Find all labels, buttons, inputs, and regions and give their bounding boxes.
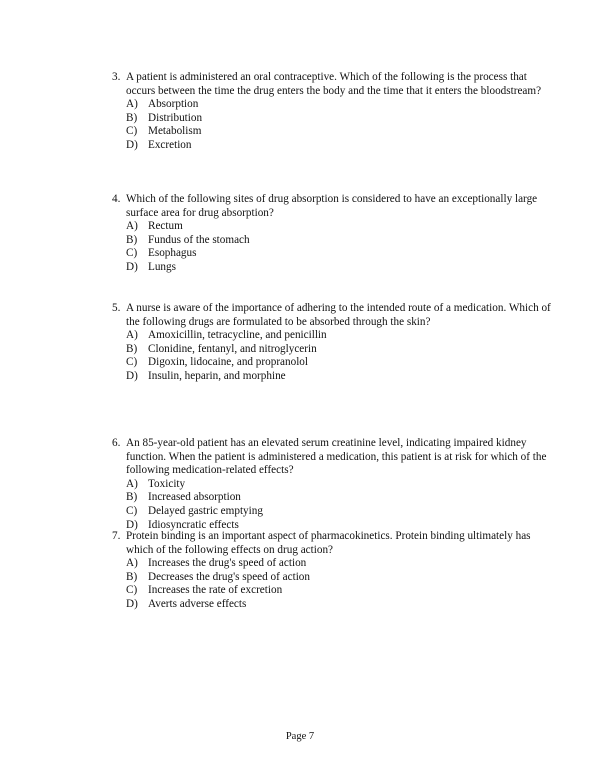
question-stem [112,193,552,220]
option-letter: D) [126,369,138,382]
question-3 [112,71,552,153]
question-number: 5. [112,302,121,314]
option-c [126,247,552,261]
option-letter: D) [126,518,138,531]
option-letter: C) [126,504,138,517]
option-text: Toxicity [148,477,186,490]
option-text: Rectum [148,220,183,233]
question-number: 3. [112,71,121,83]
question-text: Which of the following sites of drug absorption is considered to have an exceptionally large surface area for drug absorption? [126,193,538,219]
option-a [126,478,552,492]
option-text: Delayed gastric emptying [148,504,263,517]
answer-options [112,557,552,611]
option-letter: D) [126,597,138,610]
option-letter: A) [126,98,138,111]
option-d [126,370,552,384]
option-b [126,234,552,248]
question-text: An 85-year-old patient has an elevated serum creatinine level, indicating impaired kidney function. When the patient is administered a medication, this patient is at risk for which of the following medication-related effects? [126,437,547,477]
option-text: Insulin, heparin, and morphine [148,369,286,382]
option-a [126,557,552,571]
option-text: Clonidine, fentanyl, and nitroglycerin [148,342,317,355]
question-text: A nurse is aware of the importance of adhering to the intended route of a medication. Which of the following drugs are formulated to be absorbed through the skin? [126,302,551,328]
option-d [126,598,552,612]
option-letter: A) [126,557,138,570]
option-b [126,343,552,357]
option-c [126,584,552,598]
option-text: Averts adverse effects [148,597,247,610]
question-7 [112,530,552,612]
option-c [126,125,552,139]
option-c [126,356,552,370]
answer-options [112,98,552,152]
option-text: Increases the drug's speed of action [148,557,307,570]
option-letter: B) [126,491,138,504]
question-number: 4. [112,193,121,205]
answer-options [112,220,552,274]
option-text: Lungs [148,260,176,273]
option-text: Digoxin, lidocaine, and propranolol [148,356,309,369]
option-letter: B) [126,233,138,246]
option-letter: D) [126,138,138,151]
answer-options [112,329,552,383]
option-letter: A) [126,329,138,342]
option-text: Absorption [148,98,199,111]
option-a [126,329,552,343]
option-letter: C) [126,356,138,369]
question-number: 6. [112,437,121,449]
option-letter: C) [126,125,138,138]
option-text: Esophagus [148,247,197,260]
option-d [126,139,552,153]
option-letter: B) [126,111,138,124]
question-6 [112,437,552,532]
question-stem [112,437,552,478]
option-text: Amoxicillin, tetracycline, and penicillin [148,329,327,342]
option-text: Increases the rate of excretion [148,584,283,597]
option-a [126,220,552,234]
question-5 [112,302,552,384]
option-letter: A) [126,220,138,233]
option-text: Fundus of the stomach [148,233,250,246]
question-stem [112,530,552,557]
option-text: Idiosyncratic effects [148,518,239,531]
question-stem [112,302,552,329]
option-letter: C) [126,247,138,260]
answer-options [112,478,552,532]
option-d [126,261,552,275]
option-text: Excretion [148,138,192,151]
option-text: Increased absorption [148,491,241,504]
question-number: 7. [112,530,121,542]
option-b [126,491,552,505]
option-c [126,505,552,519]
option-b [126,571,552,585]
option-letter: C) [126,584,138,597]
option-text: Distribution [148,111,203,124]
option-text: Metabolism [148,125,202,138]
question-text: Protein binding is an important aspect of pharmacokinetics. Protein binding ultimately has which of the following effects on drug action? [126,530,531,556]
option-letter: B) [126,342,138,355]
question-4 [112,193,552,275]
question-stem [112,71,552,98]
option-a [126,98,552,112]
question-text: A patient is administered an oral contraceptive. Which of the following is the process that occurs between the time the drug enters the body and the time that it enters the bloodstream? [126,71,542,97]
page-number: Page 7 [285,731,315,742]
option-letter: A) [126,477,138,490]
option-letter: D) [126,260,138,273]
option-letter: B) [126,570,138,583]
option-text: Decreases the drug's speed of action [148,570,310,583]
option-b [126,112,552,126]
